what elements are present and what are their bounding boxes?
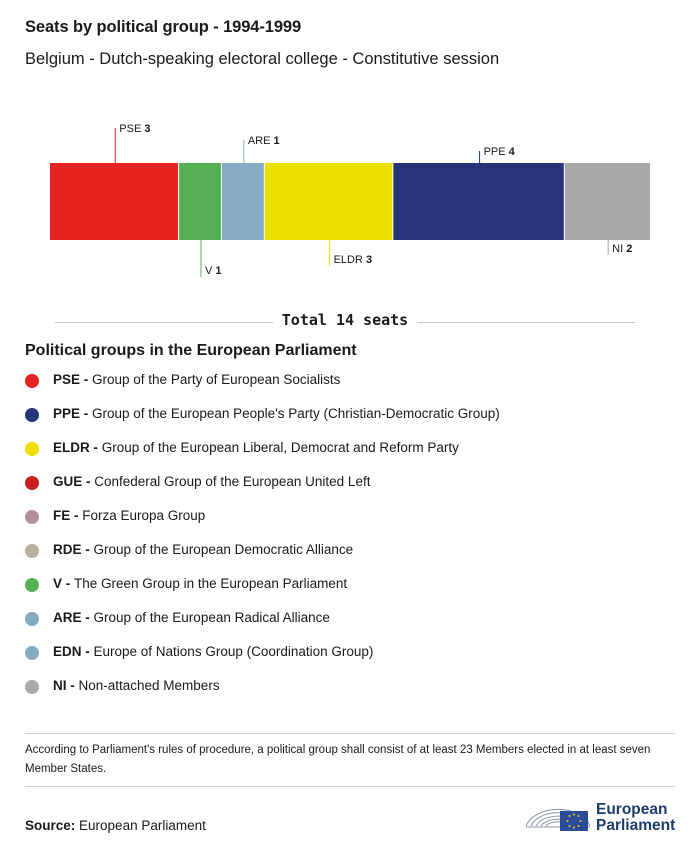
legend-abbr: V -	[53, 576, 75, 591]
legend-name: Group of the European Radical Alliance	[93, 610, 330, 625]
legend-abbr: FE -	[53, 508, 83, 523]
data-label-pse: PSE 3	[119, 123, 151, 135]
legend-dot-icon	[25, 408, 39, 422]
legend-dot-icon	[25, 578, 39, 592]
legend-dot-icon	[25, 544, 39, 558]
data-label-v: V 1	[205, 265, 222, 277]
total-row	[55, 311, 635, 331]
legend-dot-icon	[25, 612, 39, 626]
total-seats-label: Total 14 seats	[273, 311, 417, 329]
bar-segment-pse	[50, 163, 179, 240]
legend-abbr: ARE -	[53, 610, 94, 625]
legend-abbr: PPE -	[53, 406, 93, 421]
legend-abbr: RDE -	[53, 542, 94, 557]
data-label-are: ARE 1	[247, 135, 280, 147]
source-value: European Parliament	[79, 818, 206, 833]
note-divider-bottom	[25, 786, 675, 787]
legend-abbr: ELDR -	[53, 440, 102, 455]
legend-dot-icon	[25, 646, 39, 660]
bar-segment-are	[221, 163, 264, 240]
legend-abbr: EDN -	[53, 644, 94, 659]
european-parliament-wordmark: European Parliament	[596, 801, 676, 834]
legend-name: Europe of Nations Group (Coordination Group)	[93, 644, 374, 659]
seats-bar-chart	[0, 110, 700, 290]
bar-segment-v	[179, 163, 222, 240]
legend-dot-icon	[25, 374, 39, 388]
legend-title: Political groups in the European Parliament	[25, 342, 357, 359]
legend-abbr: GUE -	[53, 474, 95, 489]
legend-abbr: NI -	[53, 678, 79, 693]
note-divider-top	[25, 733, 675, 734]
data-label-ni: NI 2	[612, 243, 633, 255]
source-line	[25, 818, 206, 833]
chart-subtitle: Belgium - Dutch-speaking electoral college - Constitutive session	[25, 50, 500, 68]
legend-name: Group of the European Democratic Alliance	[93, 542, 354, 557]
legend-dot-icon	[25, 680, 39, 694]
legend-name: Non-attached Members	[78, 678, 220, 693]
legend-dot-icon	[25, 476, 39, 490]
bar-segment-ppe	[393, 163, 564, 240]
legend-abbr: PSE -	[53, 372, 93, 387]
chart-title: Seats by political group - 1994-1999	[25, 18, 302, 36]
footnote: According to Parliament's rules of procedure, a political group shall consist of at least 23 Members elected in at least seven Member States.	[25, 744, 651, 775]
legend-name: Confederal Group of the European United Left	[94, 474, 371, 489]
bar-segment-eldr	[264, 163, 393, 240]
legend-name: Group of the Party of European Socialists	[92, 372, 341, 387]
bar-segment-ni	[564, 163, 650, 240]
legend-name: Forza Europa Group	[82, 508, 206, 523]
legend-dot-icon	[25, 510, 39, 524]
data-label-eldr: ELDR 3	[333, 254, 373, 266]
legend-name: Group of the European People's Party (Christian-Democratic Group)	[92, 406, 500, 421]
legend-name: Group of the European Liberal, Democrat and Reform Party	[101, 440, 459, 455]
source-label: Source:	[25, 818, 76, 833]
legend-name: The Green Group in the European Parliament	[74, 576, 348, 591]
legend-dot-icon	[25, 442, 39, 456]
data-label-ppe: PPE 4	[483, 146, 515, 158]
